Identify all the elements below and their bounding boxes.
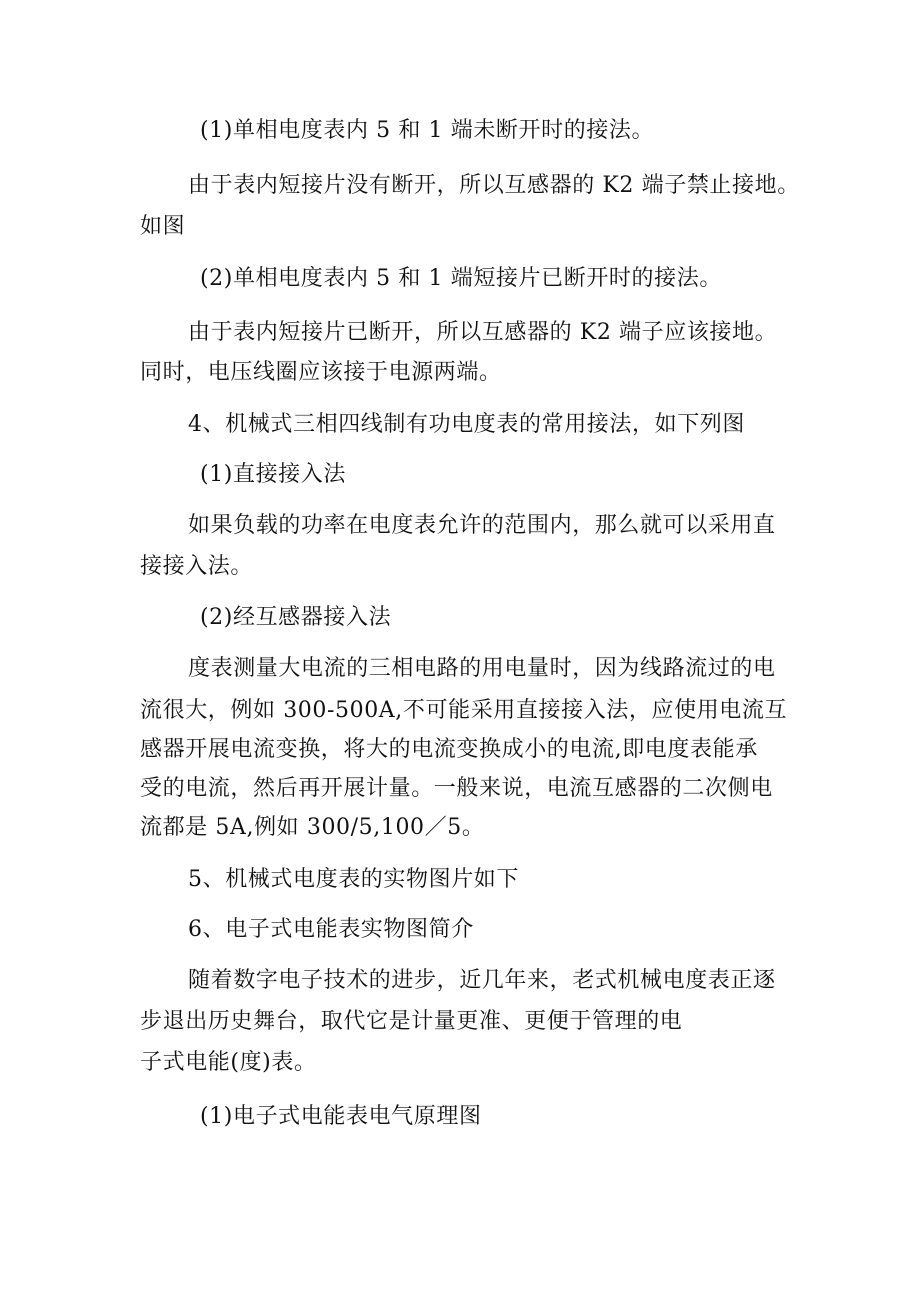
text-line: 5、机械式电度表的实物图片如下: [188, 867, 519, 892]
text-line: 4、机械式三相四线制有功电度表的常用接法，如下列图: [188, 412, 745, 437]
text-line: 随着数字电子技术的进步，近几年来，老式机械电度表正逐: [188, 968, 776, 993]
text-line: (1)单相电度表内 5 和 1 端未断开时的接法。: [200, 118, 655, 143]
text-line: (2)单相电度表内 5 和 1 端短接片已断开时的接法。: [200, 266, 722, 291]
text-line: 接接入法。: [140, 554, 254, 579]
text-line: (1)电子式电能表电气原理图: [200, 1104, 482, 1129]
text-line: 受的电流，然后再开展计量。一般来说，电流互感器的二次侧电: [140, 776, 773, 801]
text-line: 流都是 5A,例如 300/5,100／5。: [140, 815, 485, 840]
text-line: 度表测量大电流的三相电路的用电量时，因为线路流过的电: [188, 656, 776, 681]
text-line: 感器开展电流变换，将大的电流变换成小的电流,即电度表能承: [140, 737, 758, 762]
text-line: 如果负载的功率在电度表允许的范围内，那么就可以采用直: [188, 513, 776, 538]
text-line: (1)直接接入法: [200, 462, 346, 487]
text-line: 如图: [140, 214, 186, 239]
text-line: 步退出历史舞台，取代它是计量更准、更便于管理的电: [140, 1009, 683, 1034]
text-line: 由于表内短接片没有断开，所以互感器的 K2 端子禁止接地。: [188, 173, 800, 198]
text-line: 由于表内短接片已断开，所以互感器的 K2 端子应该接地。: [188, 320, 778, 345]
text-line: 6、电子式电能表实物图简介: [188, 917, 474, 942]
text-line: 子式电能(度)表。: [140, 1050, 317, 1075]
text-line: 同时，电压线圈应该接于电源两端。: [140, 360, 502, 385]
text-line: 流很大，例如 300-500A,不可能采用直接接入法，应使用电流互: [140, 698, 788, 723]
text-line: (2)经互感器接入法: [200, 605, 392, 630]
